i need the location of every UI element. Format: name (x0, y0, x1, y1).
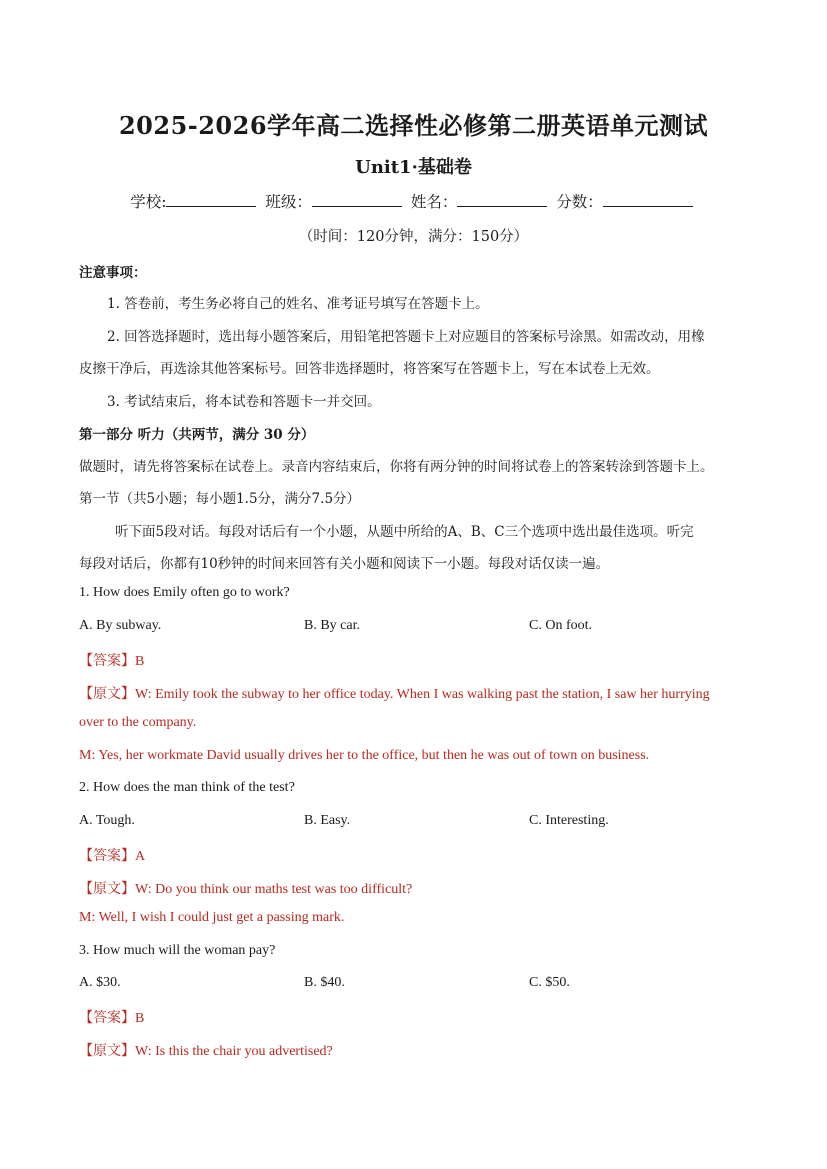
option-b: B. $40. (304, 975, 345, 990)
school-blank[interactable] (166, 192, 256, 207)
option-c: C. Interesting. (529, 813, 609, 828)
script-text: W: Do you think our maths test was too difficult? (135, 882, 413, 897)
script-text: W: Emily took the subway to her office today. When I was walking past the station, I saw her hurrying (135, 687, 710, 702)
page-title: 2025-2026学年高二选择性必修第二册英语单元测试 (118, 111, 709, 140)
script-line (79, 878, 749, 898)
option-a: A. By subway. (79, 618, 162, 633)
answer-tag: 【答案】 (79, 654, 135, 669)
answer-tag: 【答案】 (79, 849, 135, 864)
answer-line (79, 650, 749, 670)
question-text: 3. How much will the woman pay? (79, 943, 276, 958)
option-b: B. By car. (304, 618, 360, 633)
class-blank[interactable] (312, 192, 402, 207)
class-label: 班级： (265, 193, 312, 211)
score-label: 分数： (556, 193, 603, 211)
script-text: M: Yes, her workmate David usually drives her to the office, but then he was out of town on business. (79, 748, 650, 763)
question-text: 2. How does the man think of the test? (79, 780, 295, 795)
notice-item: 3. 考试结束后，将本试卷和答题卡一并交回。 (107, 394, 381, 410)
part-heading: 第一节（共5小题；每小题1.5分，满分7.5分） (79, 491, 361, 507)
script-tag: 【原文】 (79, 1044, 135, 1059)
answer-line (79, 1007, 749, 1027)
part-instruction-continued: 每段对话后，你都有10秒钟的时间来回答有关小题和阅读下一小题。每段对话仅读一遍。 (79, 556, 610, 572)
question-text: 1. How does Emily often go to work? (79, 585, 290, 600)
answer-line (79, 845, 749, 865)
option-a: A. Tough. (79, 813, 135, 828)
notice-heading: 注意事项： (79, 265, 147, 281)
answer-value: A (135, 849, 146, 864)
option-c: C. On foot. (529, 618, 592, 633)
script-line (79, 683, 749, 703)
time-note: （时间：120分钟，满分：150分） (298, 229, 529, 245)
script-tag: 【原文】 (79, 882, 135, 897)
script-text: W: Is this the chair you advertised? (135, 1044, 333, 1059)
page-subtitle: Unit1·基础卷 (355, 157, 472, 178)
answer-tag: 【答案】 (79, 1011, 135, 1026)
script-line (79, 1040, 749, 1060)
part-instruction: 听下面5段对话。每段对话后有一个小题，从题中所给的A、B、C三个选项中选出最佳选项。听完 (115, 524, 694, 540)
answer-value: B (135, 654, 145, 669)
student-info-line (0, 190, 827, 212)
name-blank[interactable] (457, 192, 547, 207)
option-b: B. Easy. (304, 813, 351, 828)
notice-item-continued: 皮擦干净后，再选涂其他答案标号。回答非选择题时，将答案写在答题卡上，写在本试卷上无效。 (79, 361, 660, 377)
score-blank[interactable] (603, 192, 693, 207)
option-c: C. $50. (529, 975, 570, 990)
script-text-continued: over to the company. (79, 715, 197, 730)
notice-item: 1. 答卷前，考生务必将自己的姓名、准考证号填写在答题卡上。 (107, 296, 489, 312)
name-label: 姓名： (410, 193, 458, 211)
school-label: 学校: (130, 193, 167, 211)
section-heading: 第一部分 听力（共两节，满分 30 分） (79, 427, 315, 443)
section-instruction: 做题时，请先将答案标在试卷上。录音内容结束后，你将有两分钟的时间将试卷上的答案转涂到答题卡上。 (79, 459, 714, 475)
script-tag: 【原文】 (79, 687, 135, 702)
notice-item: 2. 回答选择题时，选出每小题答案后，用铅笔把答题卡上对应题目的答案标号涂黑。如需改动，用橡 (107, 329, 705, 345)
answer-value: B (135, 1011, 145, 1026)
script-text: M: Well, I wish I could just get a passing mark. (79, 910, 345, 925)
option-a: A. $30. (79, 975, 121, 990)
